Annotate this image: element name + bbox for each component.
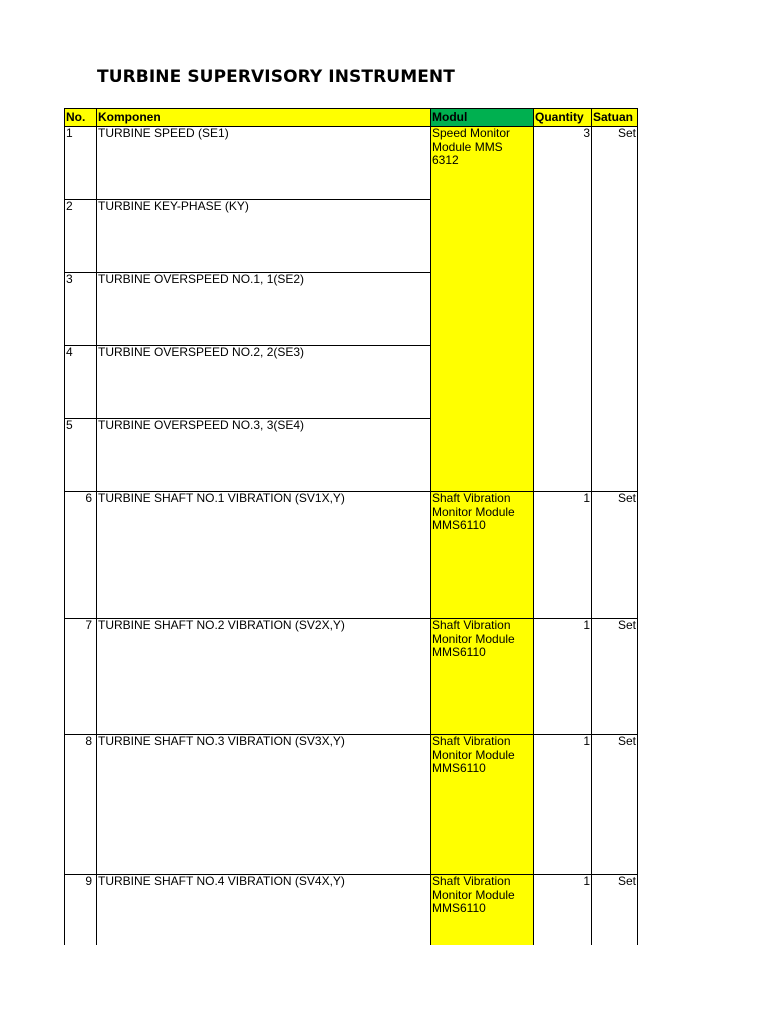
row-modul: Shaft Vibration Monitor Module MMS6110 [431, 875, 534, 945]
row-satuan: Set [592, 619, 638, 735]
row-modul: Shaft Vibration Monitor Module MMS6110 [431, 735, 534, 875]
row-komponen: TURBINE SHAFT NO.3 VIBRATION (SV3X,Y) [97, 735, 431, 875]
row-quantity: 1 [534, 735, 592, 875]
row-no: 8 [65, 735, 97, 875]
row-satuan: Set [592, 875, 638, 945]
header-no: No. [65, 109, 97, 127]
row-no: 5 [65, 419, 97, 492]
row-komponen: TURBINE OVERSPEED NO.2, 2(SE3) [97, 346, 431, 419]
row-komponen: TURBINE OVERSPEED NO.1, 1(SE2) [97, 273, 431, 346]
header-modul: Modul [431, 109, 534, 127]
row-no: 9 [65, 875, 97, 945]
row-no: 1 [65, 127, 97, 200]
table-row [65, 875, 638, 945]
row-komponen: TURBINE KEY-PHASE (KY) [97, 200, 431, 273]
row-komponen: TURBINE OVERSPEED NO.3, 3(SE4) [97, 419, 431, 492]
row-modul: Shaft Vibration Monitor Module MMS6110 [431, 492, 534, 619]
page-title: TURBINE SUPERVISORY INSTRUMENT [97, 67, 455, 87]
row-no: 6 [65, 492, 97, 619]
row-no: 4 [65, 346, 97, 419]
row-quantity: 1 [534, 619, 592, 735]
header-komponen: Komponen [97, 109, 431, 127]
row-quantity: 3 [534, 127, 592, 492]
row-komponen: TURBINE SPEED (SE1) [97, 127, 431, 200]
table-row [65, 735, 638, 875]
row-satuan: Set [592, 735, 638, 875]
row-quantity: 1 [534, 492, 592, 619]
table-row [65, 619, 638, 735]
row-modul: Speed Monitor Module MMS 6312 [431, 127, 534, 492]
header-satuan: Satuan [592, 109, 638, 127]
row-komponen: TURBINE SHAFT NO.4 VIBRATION (SV4X,Y) [97, 875, 431, 945]
row-komponen: TURBINE SHAFT NO.2 VIBRATION (SV2X,Y) [97, 619, 431, 735]
row-komponen: TURBINE SHAFT NO.1 VIBRATION (SV1X,Y) [97, 492, 431, 619]
row-satuan: Set [592, 492, 638, 619]
row-no: 3 [65, 273, 97, 346]
header-row [65, 109, 638, 127]
row-no: 7 [65, 619, 97, 735]
row-quantity: 1 [534, 875, 592, 945]
row-modul: Shaft Vibration Monitor Module MMS6110 [431, 619, 534, 735]
header-quantity: Quantity [534, 109, 592, 127]
row-satuan: Set [592, 127, 638, 492]
instrument-table [64, 108, 638, 945]
table-row [65, 492, 638, 619]
table-row [65, 127, 638, 200]
row-no: 2 [65, 200, 97, 273]
